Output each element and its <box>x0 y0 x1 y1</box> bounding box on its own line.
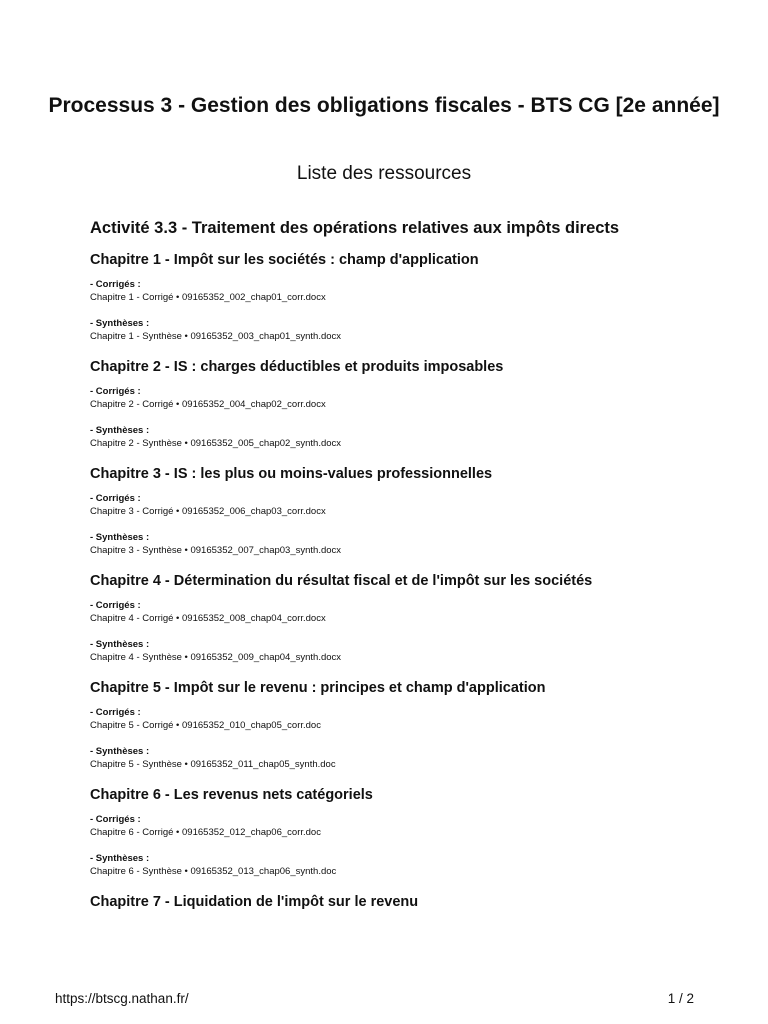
document-subtitle: Liste des ressources <box>296 163 472 184</box>
chapter-title: Chapitre 2 - IS : charges déductibles et produits imposables <box>90 359 504 375</box>
resource-link[interactable]: Chapitre 3 - Corrigé • 09165352_006_chap03_corr.docx <box>90 506 326 517</box>
resource-link[interactable]: Chapitre 5 - Corrigé • 09165352_010_chap05_corr.doc <box>90 720 321 731</box>
syntheses-group <box>90 424 730 451</box>
chapter-section <box>90 892 730 912</box>
syntheses-label: - Synthèses : <box>90 532 150 543</box>
chapter-section <box>90 785 730 879</box>
resource-link[interactable]: Chapitre 1 - Synthèse • 09165352_003_chap01_synth.docx <box>90 331 342 342</box>
corriges-label: - Corrigés : <box>90 386 141 397</box>
footer-url[interactable]: https://btscg.nathan.fr/ <box>55 991 189 1006</box>
corriges-label: - Corrigés : <box>90 279 141 290</box>
corriges-group <box>90 278 730 305</box>
syntheses-group <box>90 531 730 558</box>
resource-link[interactable]: Chapitre 2 - Corrigé • 09165352_004_chap02_corr.docx <box>90 399 326 410</box>
corriges-label: - Corrigés : <box>90 493 141 504</box>
resource-link[interactable]: Chapitre 3 - Synthèse • 09165352_007_chap03_synth.docx <box>90 545 342 556</box>
resource-link[interactable]: Chapitre 4 - Corrigé • 09165352_008_chap04_corr.docx <box>90 613 326 624</box>
syntheses-group <box>90 852 730 879</box>
resource-link[interactable]: Chapitre 6 - Synthèse • 09165352_013_chap06_synth.doc <box>90 866 337 877</box>
syntheses-group <box>90 317 730 344</box>
corriges-group <box>90 813 730 840</box>
chapter-title: Chapitre 4 - Détermination du résultat fiscal et de l'impôt sur les sociétés <box>90 573 593 589</box>
syntheses-label: - Synthèses : <box>90 425 150 436</box>
corriges-group <box>90 706 730 733</box>
resource-link[interactable]: Chapitre 5 - Synthèse • 09165352_011_chap05_synth.doc <box>90 759 336 770</box>
resource-link[interactable]: Chapitre 4 - Synthèse • 09165352_009_chap04_synth.docx <box>90 652 342 663</box>
chapter-title: Chapitre 5 - Impôt sur le revenu : principes et champ d'application <box>90 680 546 696</box>
syntheses-label: - Synthèses : <box>90 746 150 757</box>
syntheses-group <box>90 745 730 772</box>
corriges-label: - Corrigés : <box>90 707 141 718</box>
chapter-title: Chapitre 6 - Les revenus nets catégoriels <box>90 787 373 803</box>
chapter-title: Chapitre 7 - Liquidation de l'impôt sur le revenu <box>90 894 419 910</box>
syntheses-group <box>90 638 730 665</box>
corriges-group <box>90 492 730 519</box>
syntheses-label: - Synthèses : <box>90 318 150 329</box>
chapter-section <box>90 571 730 665</box>
corriges-group <box>90 599 730 626</box>
corriges-label: - Corrigés : <box>90 600 141 611</box>
chapter-section <box>90 464 730 558</box>
chapter-title: Chapitre 1 - Impôt sur les sociétés : champ d'application <box>90 252 479 268</box>
corriges-group <box>90 385 730 412</box>
syntheses-label: - Synthèses : <box>90 639 150 650</box>
corriges-label: - Corrigés : <box>90 814 141 825</box>
chapter-section <box>90 678 730 772</box>
activity-heading: Activité 3.3 - Traitement des opérations relatives aux impôts directs <box>90 219 620 237</box>
syntheses-label: - Synthèses : <box>90 853 150 864</box>
resource-link[interactable]: Chapitre 1 - Corrigé • 09165352_002_chap01_corr.docx <box>90 292 326 303</box>
resource-link[interactable]: Chapitre 6 - Corrigé • 09165352_012_chap06_corr.doc <box>90 827 321 838</box>
resource-list <box>90 216 730 912</box>
resource-link[interactable]: Chapitre 2 - Synthèse • 09165352_005_chap02_synth.docx <box>90 438 342 449</box>
chapter-section <box>90 357 730 451</box>
chapter-section <box>90 250 730 344</box>
chapter-title: Chapitre 3 - IS : les plus ou moins-values professionnelles <box>90 466 493 482</box>
page-number: 1 / 2 <box>667 991 694 1006</box>
document-title: Processus 3 - Gestion des obligations fiscales - BTS CG [2e année] <box>48 94 720 117</box>
